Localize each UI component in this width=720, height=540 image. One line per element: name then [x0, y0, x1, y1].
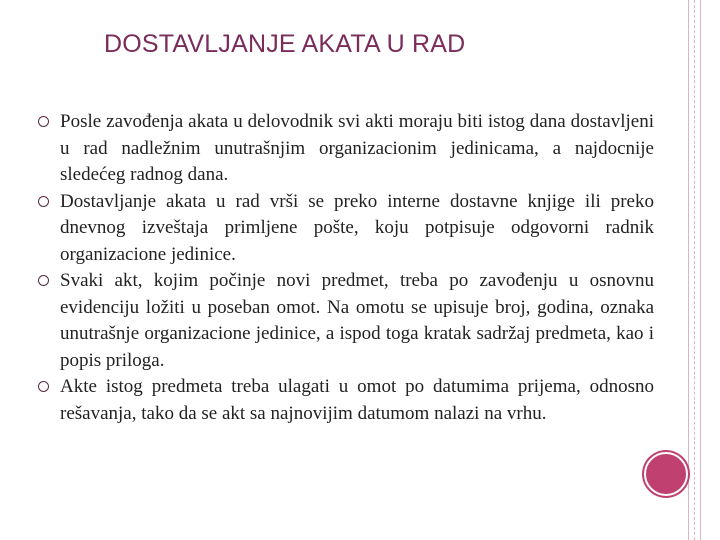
bullet-text: Akte istog predmeta treba ulagati u omot po datumima prijema, odnosno rešavanja, tako da se akt sa najnovijim datumom nalazi na vrhu.: [60, 376, 654, 424]
bullet-text: Dostavljanje akata u rad vrši se preko interne dostavne knjige ili preko dnevnog izveštaja primljene pošte, koju potpisuje odgovorni radnik organizacione jedinice.: [60, 190, 654, 265]
bullet-item: [36, 189, 654, 269]
bullet-item: [36, 374, 654, 427]
bullet-icon: [38, 196, 49, 207]
border-line-dashed: [694, 0, 695, 540]
bullet-icon: [38, 381, 49, 392]
bullet-text: Svaki akt, kojim počinje novi predmet, treba po zavođenju u osnovnu evidenciju ložiti u poseban omot. Na omotu se upisuje broj, godina, oznaka unutrašnje organizacione jedinice, a ispod toga kratak sadržaj predmeta, kao i popis priloga.: [60, 270, 654, 371]
bullet-item: [36, 268, 654, 374]
border-line: [688, 0, 689, 540]
bullet-text: Posle zavođenja akata u delovodnik svi akti moraju biti istog dana dostavljeni u rad nadležnim unutrašnjim organizacionim jedinicama, a najdocnije sledećeg radnog dana.: [60, 111, 654, 185]
bullet-list: [36, 109, 654, 427]
decorative-circle-icon: [644, 452, 688, 496]
bullet-icon: [38, 275, 49, 286]
slide-title: DOSTAVLJANJE AKATA U RAD: [104, 30, 466, 58]
bullet-icon: [38, 116, 49, 127]
bullet-item: [36, 109, 654, 189]
border-line: [700, 0, 701, 540]
decorative-right-border: [684, 0, 720, 540]
